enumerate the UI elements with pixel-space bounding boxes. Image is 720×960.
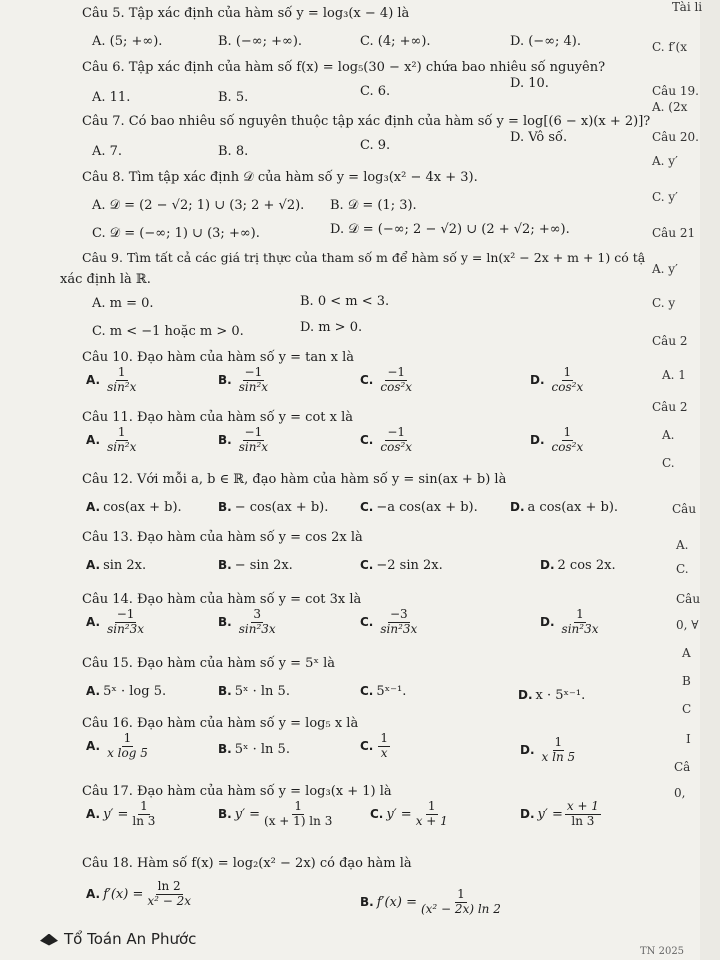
question-5: Câu 5. Tập xác định của hàm số y = log₃(x − 4) là (82, 6, 410, 21)
question-14: Câu 14. Đạo hàm của hàm số y = cot 3x là (82, 592, 362, 607)
question-11: Câu 11. Đạo hàm của hàm số y = cot x là (82, 410, 354, 425)
side-fragment: A. (676, 538, 689, 552)
q15-option-c: C. 5ˣ⁻¹. (360, 684, 407, 699)
q8-option-b: B. 𝒟 = (1; 3). (330, 198, 417, 213)
q11-option-a: A. $\frac{1}{\text{sin²x}}$ (86, 425, 137, 454)
q7-option-c: C. 9. (360, 138, 391, 153)
side-fragment: A. y′ (652, 154, 678, 168)
side-fragment: A. 1 (662, 368, 686, 382)
q9-option-d: D. m > 0. (300, 320, 363, 335)
side-fragment: A. (2x (652, 100, 688, 114)
q10-option-a: A. $\frac{1}{\text{sin²x}}$ (86, 365, 137, 394)
q7-option-a: A. 7. (92, 144, 123, 159)
side-fragment: Câu (676, 592, 701, 606)
q17-option-b: B. y′ = $\frac{1}{(x + 1) \ln 3}$ (218, 799, 333, 828)
side-fragment: A. y′ (652, 262, 678, 276)
side-fragment: Câu 19. (652, 84, 699, 98)
side-fragment: I (686, 732, 691, 746)
side-fragment: B (682, 674, 691, 688)
side-fragment: Câu (672, 502, 697, 516)
side-fragment: Câu 21 (652, 226, 696, 240)
question-13: Câu 13. Đạo hàm của hàm số y = cos 2x là (82, 530, 363, 545)
q12-option-a: A. cos(ax + b). (86, 500, 182, 515)
q12-option-b: B. − cos(ax + b). (218, 500, 329, 515)
q13-option-c: C. −2 sin 2x. (360, 558, 443, 573)
q13-option-a: A. sin 2x. (86, 558, 147, 573)
question-6: Câu 6. Tập xác định của hàm số f(x) = log₅(30 − x²) chứa bao nhiêu số nguyên? (82, 60, 606, 75)
question-9-cont: xác định là ℝ. (60, 272, 151, 287)
q7-option-b: B. 8. (218, 144, 249, 159)
q6-option-c: C. 6. (360, 84, 391, 99)
q14-option-c: C. $\frac{-3}{\text{sin²3x}}$ (360, 607, 418, 636)
q11-option-b: B. $\frac{-1}{\text{sin²x}}$ (218, 425, 269, 454)
q16-option-a: A. $\frac{1}{\text{x log 5}}$ (86, 731, 148, 760)
q13-option-d: D. 2 cos 2x. (540, 558, 616, 573)
q16-option-c: C. $\frac{1}{x}$ (360, 731, 389, 760)
q18-option-b: B. f′(x) = $\frac{1}{\text{(x² − 2x) ln 2}}$ (360, 887, 501, 916)
question-10: Câu 10. Đạo hàm của hàm số y = tan x là (82, 350, 355, 365)
q17-option-a: A. y′ = $\frac{1}{\ln 3}$ (86, 799, 156, 828)
question-16: Câu 16. Đạo hàm của hàm số y = log₅ x là (82, 716, 359, 731)
side-fragment: A (682, 646, 691, 660)
side-fragment: C. y′ (652, 190, 678, 204)
side-fragment: Câu 20. (652, 130, 699, 144)
q18-option-a: A. f′(x) = $\frac{\ln 2}{\text{x² − 2x}}$ (86, 879, 192, 908)
question-17: Câu 17. Đạo hàm của hàm số y = log₃(x + 1) là (82, 784, 392, 799)
question-12: Câu 12. Với mỗi a, b ∈ ℝ, đạo hàm của hàm số y = sin(ax + b) là (82, 472, 507, 487)
question-15: Câu 15. Đạo hàm của hàm số y = 5ˣ là (82, 656, 335, 671)
footer-corner: TN 2025 (640, 946, 685, 957)
q16-option-b: B. 5ˣ · ln 5. (218, 742, 290, 757)
q11-option-c: C. $\frac{-1}{\text{cos²x}}$ (360, 425, 413, 454)
q6-option-d: D. 10. (510, 76, 549, 91)
side-fragment: 0, ∀ (676, 618, 699, 632)
q8-option-c: C. 𝒟 = (−∞; 1) ∪ (3; +∞). (92, 226, 260, 241)
q9-option-b: B. 0 < m < 3. (300, 294, 390, 309)
q11-option-d: D. $\frac{1}{\text{cos²x}}$ (530, 425, 584, 454)
question-8: Câu 8. Tìm tập xác định 𝒟 của hàm số y = log₃(x² − 4x + 3). (82, 170, 478, 185)
q10-option-c: C. $\frac{-1}{\text{cos²x}}$ (360, 365, 413, 394)
q15-option-b: B. 5ˣ · ln 5. (218, 684, 290, 699)
q6-option-a: A. 11. (92, 90, 131, 105)
q14-option-b: B. $\frac{3}{\text{sin²3x}}$ (218, 607, 276, 636)
q5-option-a: A. (5; +∞). (92, 34, 163, 49)
q12-option-c: C. −a cos(ax + b). (360, 500, 478, 515)
side-fragment: C (682, 702, 692, 716)
q9-option-a: A. m = 0. (92, 296, 154, 311)
side-fragment: C. (662, 456, 675, 470)
graduation-cap-icon (40, 934, 58, 946)
q10-option-b: B. $\frac{-1}{\text{sin²x}}$ (218, 365, 269, 394)
side-fragment: Câ (674, 760, 691, 774)
q8-option-d: D. 𝒟 = (−∞; 2 − √2) ∪ (2 + √2; +∞). (330, 222, 570, 237)
q7-option-d: D. Vô số. (510, 130, 568, 145)
side-fragment: C. y (652, 296, 676, 310)
side-fragment: A. (662, 428, 675, 442)
q12-option-d: D. a cos(ax + b). (510, 500, 619, 515)
q8-option-a: A. 𝒟 = (2 − √2; 1) ∪ (3; 2 + √2). (92, 198, 305, 213)
q15-option-a: A. 5ˣ · log 5. (86, 684, 167, 699)
question-7: Câu 7. Có bao nhiêu số nguyên thuộc tập xác định của hàm số y = log[(6 − x)(x + 2)]? (82, 114, 651, 129)
side-fragment: Câu 2 (652, 334, 688, 348)
side-fragment: Câu 2 (652, 400, 688, 414)
page-edge (700, 0, 720, 960)
side-fragment: C. (676, 562, 689, 576)
question-9: Câu 9. Tìm tất cả các giá trị thực của tham số m để hàm số y = ln(x² − 2x + m + 1) có tậ (82, 250, 646, 265)
q17-option-c: C. y′ = $\frac{1}{x + 1}$ (370, 799, 448, 828)
q5-option-d: D. (−∞; 4). (510, 34, 582, 49)
q10-option-d: D. $\frac{1}{\text{cos²x}}$ (530, 365, 584, 394)
q5-option-b: B. (−∞; +∞). (218, 34, 303, 49)
q6-option-b: B. 5. (218, 90, 249, 105)
side-fragment: C. f′(x (652, 40, 687, 54)
footer-title: Tổ Toán An Phước (40, 930, 196, 948)
q14-option-a: A. $\frac{-1}{\text{sin²3x}}$ (86, 607, 145, 636)
q5-option-c: C. (4; +∞). (360, 34, 431, 49)
q9-option-c: C. m < −1 hoặc m > 0. (92, 324, 244, 339)
q13-option-b: B. − sin 2x. (218, 558, 293, 573)
side-fragment: Tài li (672, 0, 703, 14)
q16-option-d: D. $\frac{1}{\text{x ln 5}}$ (520, 735, 576, 764)
q17-option-d: D. y′ = $\frac{x + 1}{\ln 3}$ (520, 799, 599, 828)
side-fragment: 0, (674, 786, 686, 800)
question-18: Câu 18. Hàm số f(x) = log₂(x² − 2x) có đạo hàm là (82, 856, 412, 871)
q15-option-d: D. x · 5ˣ⁻¹. (518, 688, 586, 703)
q14-option-d: D. $\frac{1}{\text{sin²3x}}$ (540, 607, 599, 636)
